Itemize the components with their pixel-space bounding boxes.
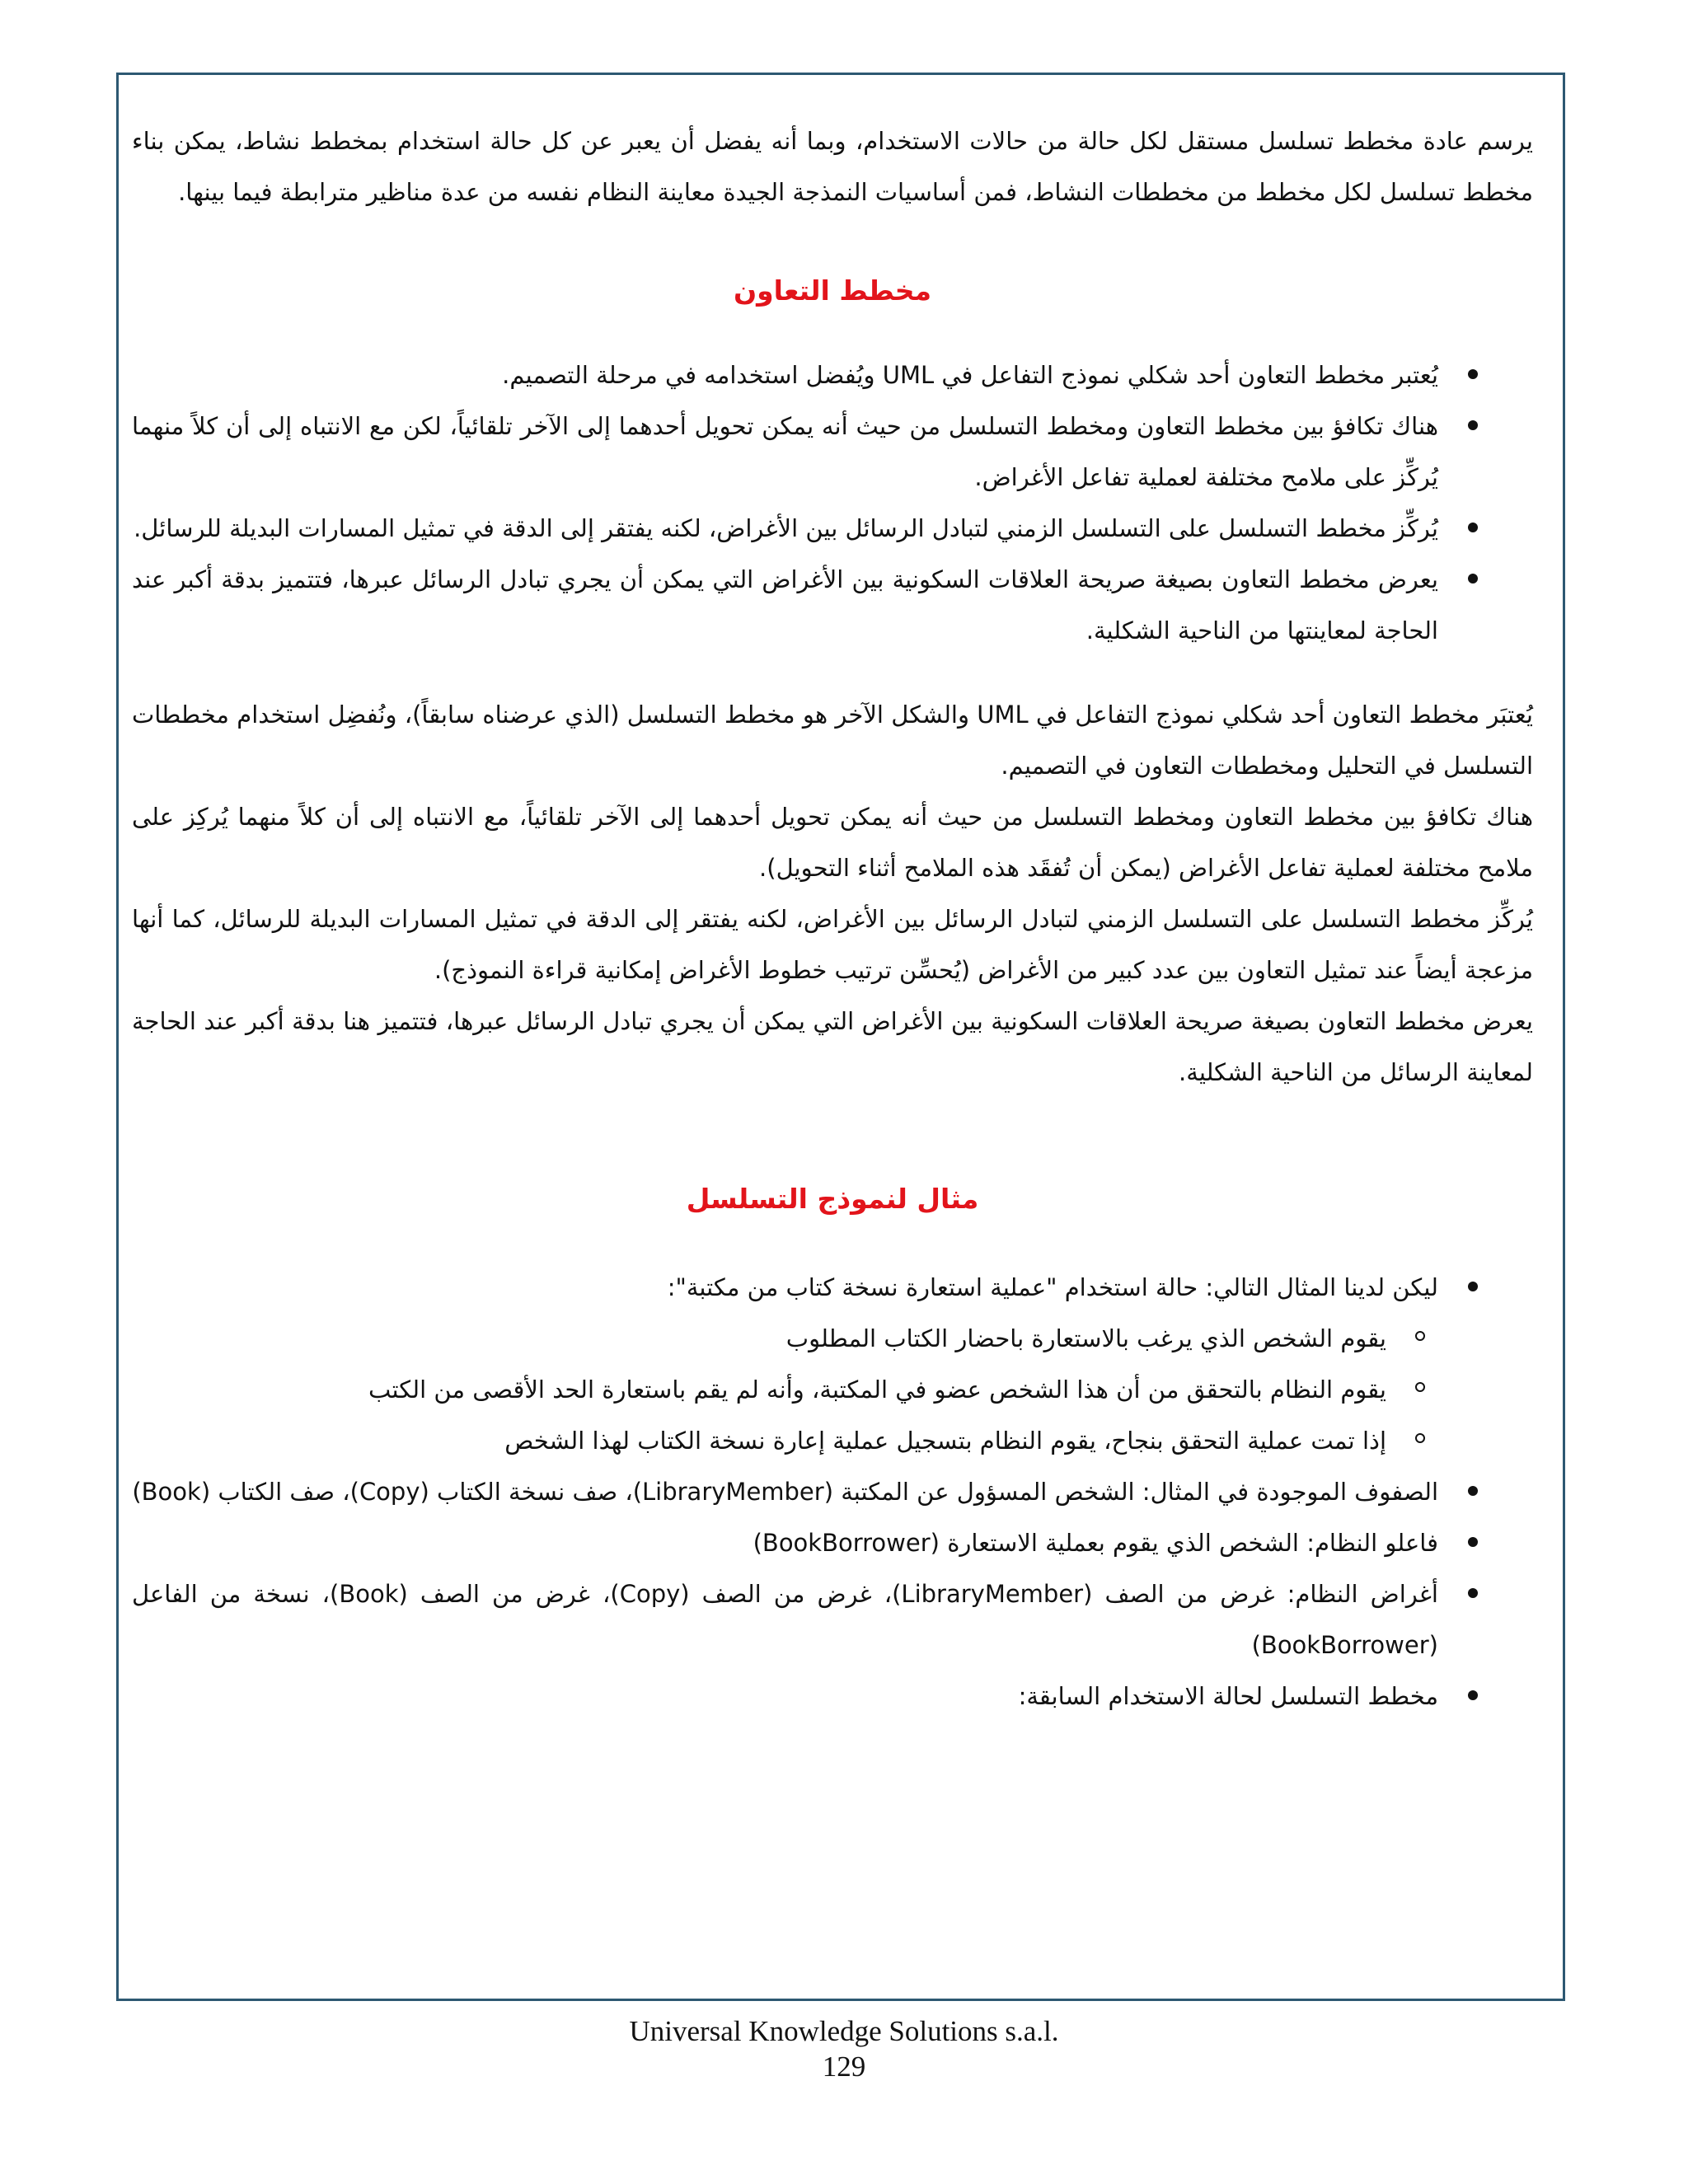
bullet-icon xyxy=(1468,420,1478,430)
body-paragraph: يُعتبَر مخطط التعاون أحد شكلي نموذج التفاعل في UML والشكل الآخر هو مخطط التسلسل (الذي عرضناه سابقاً)، ونُفضِل استخدام مخططات التسلسل في التحليل ومخططات التعاون في التصميم. xyxy=(132,701,1533,780)
use-case-steps-list xyxy=(132,1313,1438,1466)
bullet-icon xyxy=(1468,574,1478,583)
section-title-collaboration: مخطط التعاون xyxy=(733,274,932,307)
bullet-icon xyxy=(1468,1282,1478,1291)
list-item: مخطط التسلسل لحالة الاستخدام السابقة: xyxy=(132,1671,1438,1722)
bullet-icon xyxy=(1468,1588,1478,1598)
list-item: إذا تمت عملية التحقق بنجاح، يقوم النظام بتسجيل عملية إعارة نسخة الكتاب لهذا الشخص xyxy=(132,1415,1386,1466)
document-body xyxy=(132,115,1533,1722)
list-item: يُعتبر مخطط التعاون أحد شكلي نموذج التفاعل في UML ويُفضل استخدامه في مرحلة التصميم. xyxy=(132,349,1438,401)
footer-company: Universal Knowledge Solutions s.a.l. xyxy=(629,2015,1059,2047)
list-item: يعرض مخطط التعاون بصيغة صريحة العلاقات السكونية بين الأغراض التي يمكن أن يجري تبادل الرسائل عبرها، فتتميز بدقة أكبر عند الحاجة لمعاينتها من الناحية الشكلية. xyxy=(132,554,1438,656)
circle-bullet-icon xyxy=(1415,1331,1425,1341)
list-item: ليكن لدينا المثال التالي: حالة استخدام "عملية استعارة نسخة كتاب من مكتبة": يقوم الشخص الذي يرغب بالاستعارة باحضار الكتاب المطلوب يقوم النظام بالتحقق من أن هذا الشخص عضو في المكتبة، وأنه لم يقم باستعارة الحد الأقصى من الكتب إذا تمت عملية التحقق بنجاح، يقوم النظام بتسجيل عملية إعارة نسخة الكتاب لهذا الشخص xyxy=(132,1262,1438,1466)
list-item: يقوم النظام بالتحقق من أن هذا الشخص عضو في المكتبة، وأنه لم يقم باستعارة الحد الأقصى من الكتب xyxy=(132,1364,1386,1415)
bullet-icon xyxy=(1468,1690,1478,1700)
page-number: 129 xyxy=(822,2050,866,2083)
bullet-icon xyxy=(1468,369,1478,379)
section-title-sequence-example: مثال لنموذج التسلسل xyxy=(686,1183,979,1215)
list-item: فاعلو النظام: الشخص الذي يقوم بعملية الاستعارة (BookBorrower) xyxy=(132,1517,1438,1568)
bullet-icon xyxy=(1468,1537,1478,1547)
body-paragraph: يعرض مخطط التعاون بصيغة صريحة العلاقات السكونية بين الأغراض التي يمكن أن يجري تبادل الرسائل عبرها، فتتميز هنا بدقة أكبر عند الحاجة لمعاينة الرسائل من الناحية الشكلية. xyxy=(132,1007,1533,1086)
list-item: يقوم الشخص الذي يرغب بالاستعارة باحضار الكتاب المطلوب xyxy=(132,1313,1386,1364)
circle-bullet-icon xyxy=(1415,1433,1425,1443)
list-item: أغراض النظام: غرض من الصف (LibraryMember)، غرض من الصف (Copy)، غرض من الصف (Book)، نسخة من الفاعل (BookBorrower) xyxy=(132,1568,1438,1671)
bullet-icon xyxy=(1468,1486,1478,1496)
intro-paragraph: يرسم عادة مخطط تسلسل مستقل لكل حالة من حالات الاستخدام، وبما أنه يفضل أن يعبر عن كل حالة استخدام بمخطط نشاط، يمكن بناء مخطط تسلسل لكل مخطط من مخططات النشاط، فمن أساسيات النمذجة الجيدة معاينة النظام نفسه من عدة مناظير مترابطة فيما بينها. xyxy=(132,127,1533,206)
list-item: هناك تكافؤ بين مخطط التعاون ومخطط التسلسل من حيث أنه يمكن تحويل أحدهما إلى الآخر تلقائياً، لكن مع الانتباه إلى أن كلاً منهما يُركِّز على ملامح مختلفة لعملية تفاعل الأغراض. xyxy=(132,401,1438,503)
body-paragraph: هناك تكافؤ بين مخطط التعاون ومخطط التسلسل من حيث أنه يمكن تحويل أحدهما إلى الآخر تلقائياً، مع الانتباه إلى أن كلاً منهما يُركِز على ملامح مختلفة لعملية تفاعل الأغراض (يمكن أن تُفقَد هذه الملامح أثناء التحويل). xyxy=(132,803,1533,882)
bullet-icon xyxy=(1468,523,1478,532)
body-paragraph: يُركِّز مخطط التسلسل على التسلسل الزمني لتبادل الرسائل بين الأغراض، لكنه يفتقر إلى الدقة في تمثيل المسارات البديلة للرسائل، كما أنها مزعجة أيضاً عند تمثيل التعاون بين عدد كبير من الأغراض (يُحسِّن ترتيب خطوط الأغراض إمكانية قراءة النموذج). xyxy=(132,905,1533,984)
collaboration-bullet-list xyxy=(132,349,1533,656)
example-bullet-list xyxy=(132,1262,1533,1722)
circle-bullet-icon xyxy=(1415,1382,1425,1392)
list-item: الصفوف الموجودة في المثال: الشخص المسؤول عن المكتبة (LibraryMember)، صف نسخة الكتاب (Copy)، صف الكتاب (Book) xyxy=(132,1466,1438,1517)
list-item: يُركِّز مخطط التسلسل على التسلسل الزمني لتبادل الرسائل بين الأغراض، لكنه يفتقر إلى الدقة في تمثيل المسارات البديلة للرسائل. xyxy=(132,503,1438,554)
